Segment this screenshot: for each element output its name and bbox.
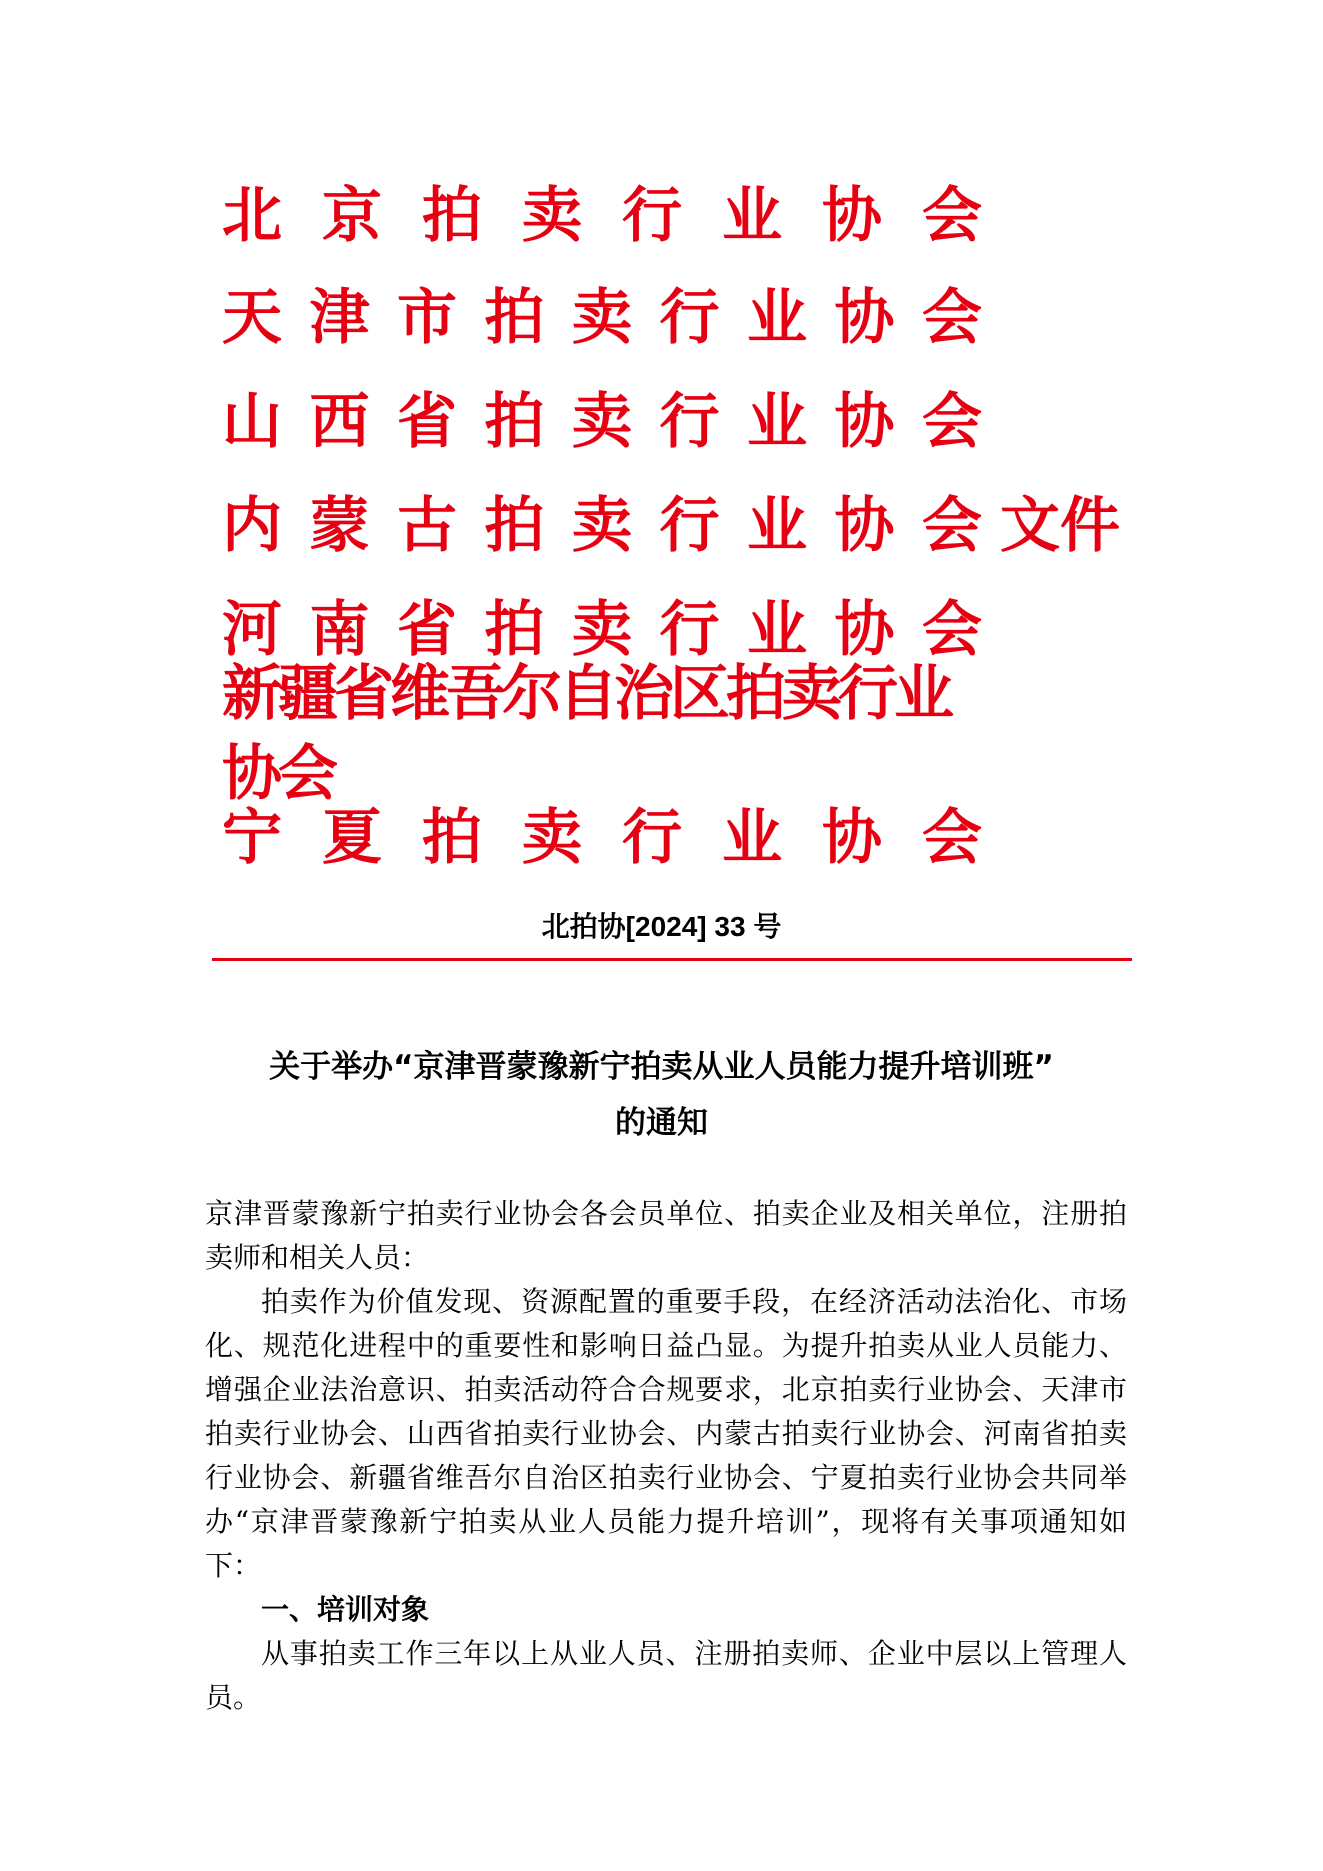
- org-char: 卖: [572, 491, 632, 561]
- org-char: 行: [622, 803, 682, 873]
- org-char: 业: [722, 803, 782, 873]
- org-char: 卖: [572, 283, 632, 353]
- org-line-xinjiang: 新疆省维吾尔自治区拍卖行业协会: [222, 659, 950, 809]
- org-char: 会: [922, 181, 982, 251]
- org-char: 会: [922, 491, 982, 561]
- notice-title-line2: 的通知: [615, 1105, 708, 1141]
- org-char: 古: [397, 491, 457, 561]
- org-line-tianjin: [222, 278, 982, 358]
- org-char: 会: [922, 387, 982, 457]
- org-char: 业: [747, 387, 807, 457]
- org-char: 拍: [484, 491, 545, 561]
- org-char: 协: [834, 491, 895, 561]
- org-char: 协: [822, 803, 882, 873]
- org-line-neimenggu: [222, 486, 982, 566]
- salutation: 京津晋蒙豫新宁拍卖行业协会各会员单位、拍卖企业及相关单位，注册拍卖师和相关人员：: [205, 1197, 1127, 1274]
- org-char: 行: [659, 283, 720, 353]
- org-char: 协: [822, 181, 882, 251]
- org-char: 会: [922, 803, 982, 873]
- org-char: 业: [747, 595, 807, 665]
- org-char: 业: [722, 181, 782, 251]
- org-char: 北: [222, 181, 282, 251]
- org-char: 拍: [422, 181, 482, 251]
- org-char: 拍: [484, 595, 545, 665]
- org-char: 业: [747, 283, 807, 353]
- org-char: 夏: [322, 803, 382, 873]
- org-char: 天: [222, 283, 282, 353]
- section-text: 从事拍卖工作三年以上从业人员、注册拍卖师、企业中层以上管理人员。: [205, 1637, 1127, 1714]
- org-char: 行: [659, 595, 720, 665]
- section-heading: 一、培训对象: [261, 1593, 430, 1626]
- org-char: 蒙: [309, 491, 370, 561]
- org-char: 津: [309, 283, 370, 353]
- org-char: 卖: [572, 387, 632, 457]
- red-divider-line: [212, 958, 1132, 961]
- org-char: 卖: [522, 181, 582, 251]
- org-char: 宁: [222, 803, 282, 873]
- notice-title-line1: 关于举办“京津晋蒙豫新宁拍卖从业人员能力提升培训班”: [269, 1049, 1054, 1085]
- org-char: 山: [222, 387, 282, 457]
- org-char: 业: [747, 491, 807, 561]
- document-suffix: 文件: [1000, 491, 1120, 561]
- org-char: 内: [222, 491, 282, 561]
- org-char: 协: [834, 283, 895, 353]
- org-char: 行: [659, 491, 720, 561]
- org-char: 京: [322, 181, 382, 251]
- org-line-shanxi: [222, 382, 982, 462]
- org-char: 协: [834, 595, 895, 665]
- org-char: 拍: [422, 803, 482, 873]
- org-char: 省: [397, 387, 457, 457]
- org-char: 卖: [572, 595, 632, 665]
- body-paragraph: 拍卖作为价值发现、资源配置的重要手段，在经济活动法治化、市场化、规范化进程中的重要性和影响日益凸显。为提升拍卖从业人员能力、增强企业法治意识、拍卖活动符合合规要求，北京拍卖行业协会、天津市拍卖行业协会、山西省拍卖行业协会、内蒙古拍卖行业协会、河南省拍卖行业协会、新疆省维吾尔自治区拍卖行业协会、宁夏拍卖行业协会共同举办“京津晋蒙豫新宁拍卖从业人员能力提升培训”，现将有关事项通知如下：: [205, 1285, 1127, 1582]
- notice-body: [205, 1192, 1127, 1720]
- org-char: 会: [922, 595, 982, 665]
- org-line-beijing: [222, 176, 982, 256]
- org-char: 拍: [484, 283, 545, 353]
- org-char: 南: [309, 595, 370, 665]
- org-char: 市: [397, 283, 457, 353]
- org-line-ningxia: [222, 798, 982, 878]
- org-char: 西: [309, 387, 370, 457]
- org-char: 行: [622, 181, 682, 251]
- org-char: 会: [922, 283, 982, 353]
- org-char: 行: [659, 387, 720, 457]
- org-char: 卖: [522, 803, 582, 873]
- org-char: 协: [834, 387, 895, 457]
- document-number: 北拍协[2024] 33 号: [541, 911, 782, 942]
- org-char: 拍: [484, 387, 545, 457]
- org-char: 河: [222, 595, 282, 665]
- org-char: 省: [397, 595, 457, 665]
